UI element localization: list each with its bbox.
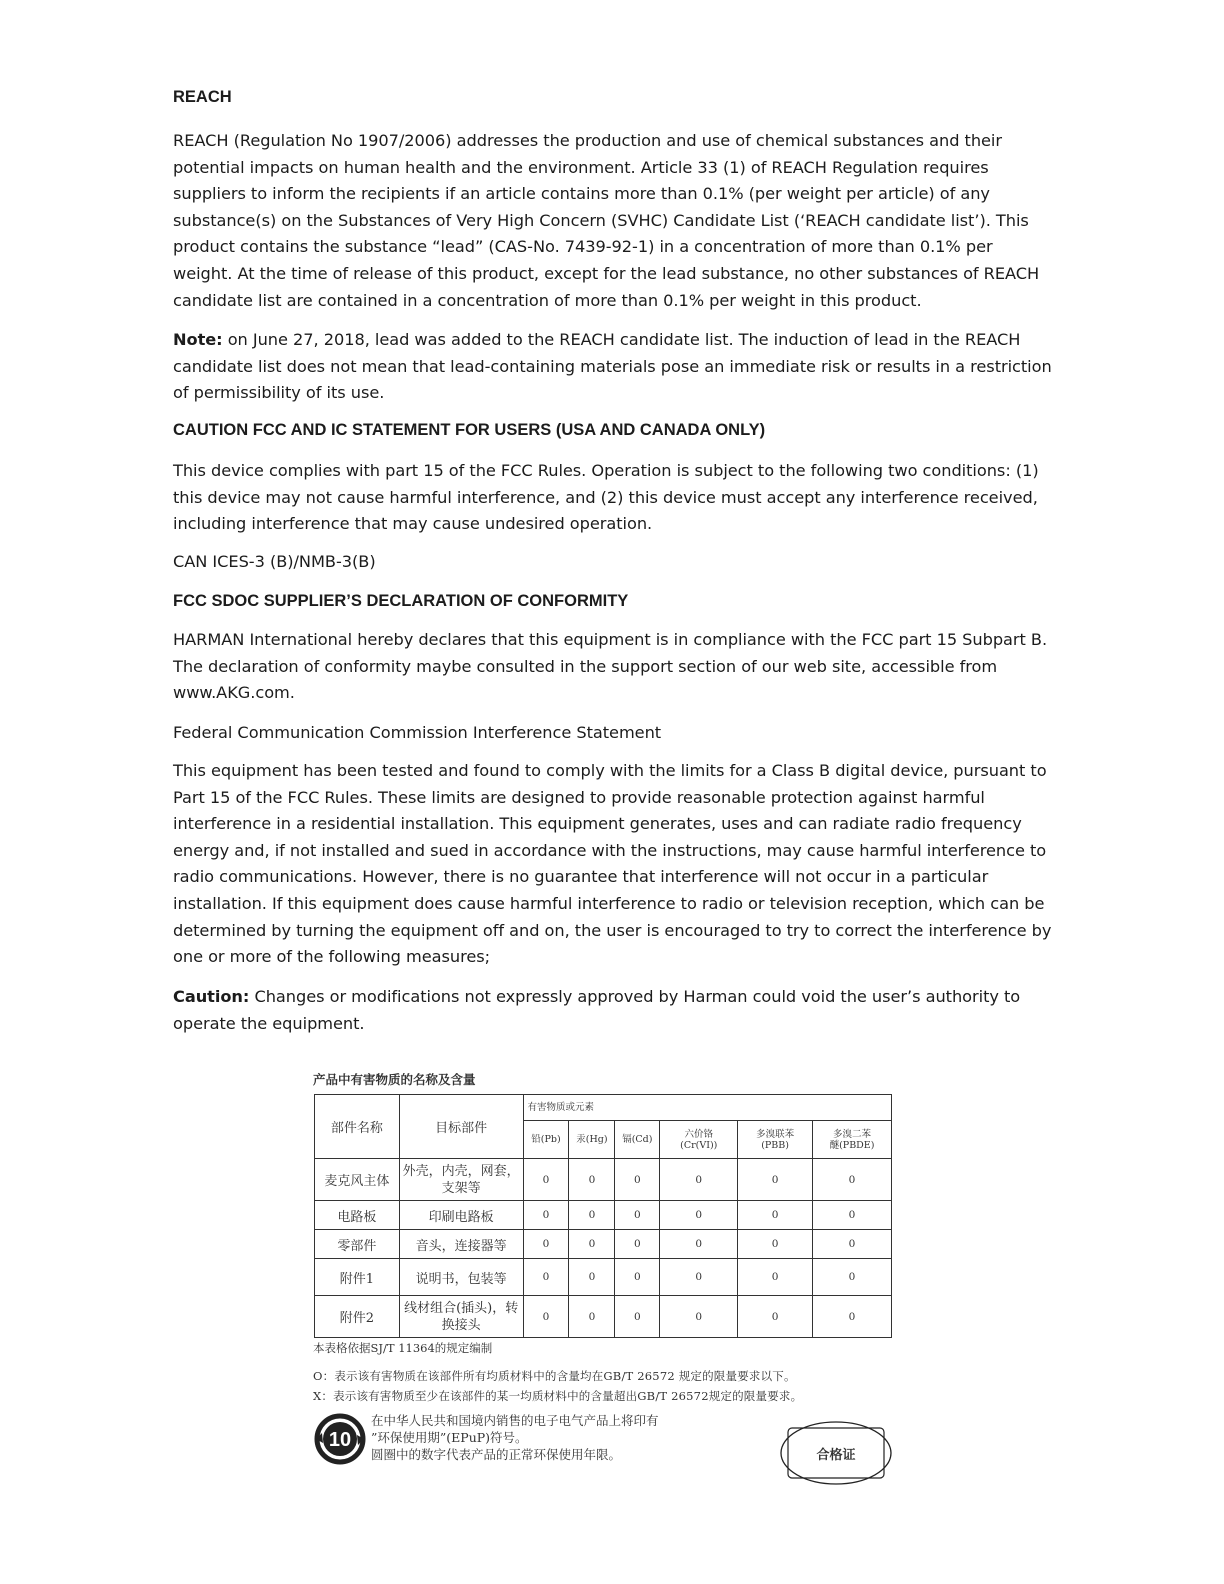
ices-line: CAN ICES-3 (B)/NMB-3(B) (173, 552, 376, 571)
target-part-cell: 印刷电路板 (399, 1201, 523, 1230)
header-part-name: 部件名称 (315, 1095, 400, 1159)
substance-value-cell: 0 (615, 1296, 660, 1338)
fcc-paragraph: This device complies with part 15 of the FCC Rules. Operation is subject to the following two conditions: (1) this device may not cause harmful interference, and (2) this device must accept any interference received, including interference that may cause undesired operation. (173, 461, 1039, 534)
substance-value-cell: 0 (813, 1159, 892, 1201)
substance-value-cell: 0 (523, 1201, 569, 1230)
fcc-heading: CAUTION FCC AND IC STATEMENT FOR USERS (USA AND CANADA ONLY) (173, 421, 766, 439)
substance-value-cell: 0 (660, 1201, 738, 1230)
substance-header-1: 汞(Hg) (569, 1121, 615, 1159)
equipment-paragraph: This equipment has been tested and found to comply with the limits for a Class B digital device, pursuant to Part 15 of the FCC Rules. These limits are designed to provide reasonable protection against harmful interference in a residential installation. This equipment generates, uses and can radiate radio frequency energy and, if not installed and sued in accordance with the instructions, may cause harmful interference to radio communications. However, there is no guarantee that interference will not occur in a particular installation. If this equipment does cause harmful interference to radio or television reception, which can be determined by turning the equipment off and on, the user is encouraged to try to correct the interference by one or more of the following measures; (173, 761, 1052, 967)
sdoc-paragraph: HARMAN International hereby declares that this equipment is in compliance with the FCC part 15 Subpart B. The declaration of conformity maybe consulted in the support section of our web site, accessible from www.AKG.com. (173, 630, 1048, 703)
part-name-cell: 电路板 (315, 1201, 400, 1230)
table-row (315, 1230, 892, 1259)
hazard-table-body (315, 1159, 892, 1338)
substance-value-cell: 0 (523, 1230, 569, 1259)
substance-value-cell: 0 (813, 1259, 892, 1296)
table-basis-note: 本表格依据SJ/T 11364的规定编制 (313, 1341, 493, 1355)
substance-value-cell: 0 (660, 1230, 738, 1259)
table-row (315, 1296, 892, 1338)
substance-value-cell: 0 (660, 1259, 738, 1296)
fcc-interference-title: Federal Communication Commission Interference Statement (173, 723, 662, 742)
substance-value-cell: 0 (738, 1259, 813, 1296)
reach-note-paragraph (173, 327, 1053, 407)
hazard-substance-table (314, 1094, 892, 1338)
certificate-label: 合格证 (816, 1448, 856, 1463)
substance-value-cell: 0 (569, 1201, 615, 1230)
epup-10-icon (314, 1413, 366, 1465)
part-name-cell: 麦克风主体 (315, 1159, 400, 1201)
substance-value-cell: 0 (738, 1296, 813, 1338)
substance-header-2: 镉(Cd) (615, 1121, 660, 1159)
substance-value-cell: 0 (813, 1230, 892, 1259)
sdoc-heading: FCC SDOC SUPPLIER’S DECLARATION OF CONFORMITY (173, 592, 629, 610)
header-target-part: 目标部件 (399, 1095, 523, 1159)
substance-value-cell: 0 (569, 1259, 615, 1296)
substance-value-cell: 0 (660, 1159, 738, 1201)
part-name-cell: 附件1 (315, 1259, 400, 1296)
substance-value-cell: 0 (813, 1201, 892, 1230)
substance-value-cell: 0 (523, 1159, 569, 1201)
target-part-cell: 线材组合(插头)，转换接头 (399, 1296, 523, 1338)
table-row (315, 1259, 892, 1296)
substance-header-3: 六价铬 (Cr(VI)) (660, 1121, 738, 1159)
note-text: on June 27, 2018, lead was added to the REACH candidate list. The induction of lead in the REACH candidate list does not mean that lead-containing materials pose an immediate risk or results in a restriction of permissibility of its use. (173, 330, 1052, 403)
substance-header-5: 多溴二苯 醚(PBDE) (813, 1121, 892, 1159)
caution-text: Changes or modifications not expressly approved by Harman could void the user’s authority to operate the equipment. (173, 987, 1021, 1033)
substance-value-cell: 0 (738, 1230, 813, 1259)
caution-label: Caution: (173, 987, 250, 1006)
table-row (315, 1201, 892, 1230)
epup-number: 10 (328, 1429, 352, 1451)
reach-heading: REACH (173, 88, 232, 106)
substance-header-0: 铅(Pb) (523, 1121, 569, 1159)
caution-paragraph (173, 984, 1053, 1037)
epup-line-1: 在中华人民共和国境内销售的电子电气产品上将印有 (371, 1413, 659, 1428)
target-part-cell: 说明书，包装等 (399, 1259, 523, 1296)
part-name-cell: 附件2 (315, 1296, 400, 1338)
substance-value-cell: 0 (738, 1159, 813, 1201)
substance-value-cell: 0 (660, 1296, 738, 1338)
target-part-cell: 音头，连接器等 (399, 1230, 523, 1259)
substance-header-4: 多溴联苯 (PBB) (738, 1121, 813, 1159)
table-row (315, 1159, 892, 1201)
legend-x-note: X：表示该有害物质至少在该部件的某一均质材料中的含量超出GB/T 26572规定的限量要求。 (313, 1389, 803, 1403)
substance-value-cell: 0 (569, 1230, 615, 1259)
target-part-cell: 外壳，内壳，网套，支架等 (399, 1159, 523, 1201)
header-substance-group: 有害物质或元素 (523, 1095, 891, 1121)
substance-value-cell: 0 (813, 1296, 892, 1338)
substance-value-cell: 0 (615, 1259, 660, 1296)
epup-description (371, 1412, 659, 1463)
note-label: Note: (173, 330, 223, 349)
epup-line-3: 圆圈中的数字代表产品的正常环保使用年限。 (371, 1447, 622, 1462)
epup-line-2: ”环保使用期”(EPuP)符号。 (371, 1430, 528, 1445)
hazard-table-title: 产品中有害物质的名称及含量 (313, 1072, 476, 1087)
substance-value-cell: 0 (523, 1296, 569, 1338)
substance-value-cell: 0 (615, 1159, 660, 1201)
substance-value-cell: 0 (569, 1159, 615, 1201)
part-name-cell: 零部件 (315, 1230, 400, 1259)
substance-value-cell: 0 (615, 1230, 660, 1259)
substance-value-cell: 0 (738, 1201, 813, 1230)
reach-paragraph: REACH (Regulation No 1907/2006) addresses the production and use of chemical substances and their potential impacts on human health and the environment. Article 33 (1) of REACH Regulation requires suppliers to inform the recipients if an article contains more than 0.1% (per weight per article) of any substance(s) on the Substances of Very High Concern (SVHC) Candidate List (‘REACH candidate list’). This product contains the substance “lead” (CAS-No. 7439-92-1) in a concentration of more than 0.1% per weight. At the time of release of this product, except for the lead substance, no other substances of REACH candidate list are contained in a concentration of more than 0.1% per weight in this product. (173, 131, 1040, 310)
substance-value-cell: 0 (523, 1259, 569, 1296)
substance-value-cell: 0 (569, 1296, 615, 1338)
legend-o-note: O：表示该有害物质在该部件所有均质材料中的含量均在GB/T 26572 规定的限量要求以下。 (313, 1369, 796, 1383)
substance-value-cell: 0 (615, 1201, 660, 1230)
